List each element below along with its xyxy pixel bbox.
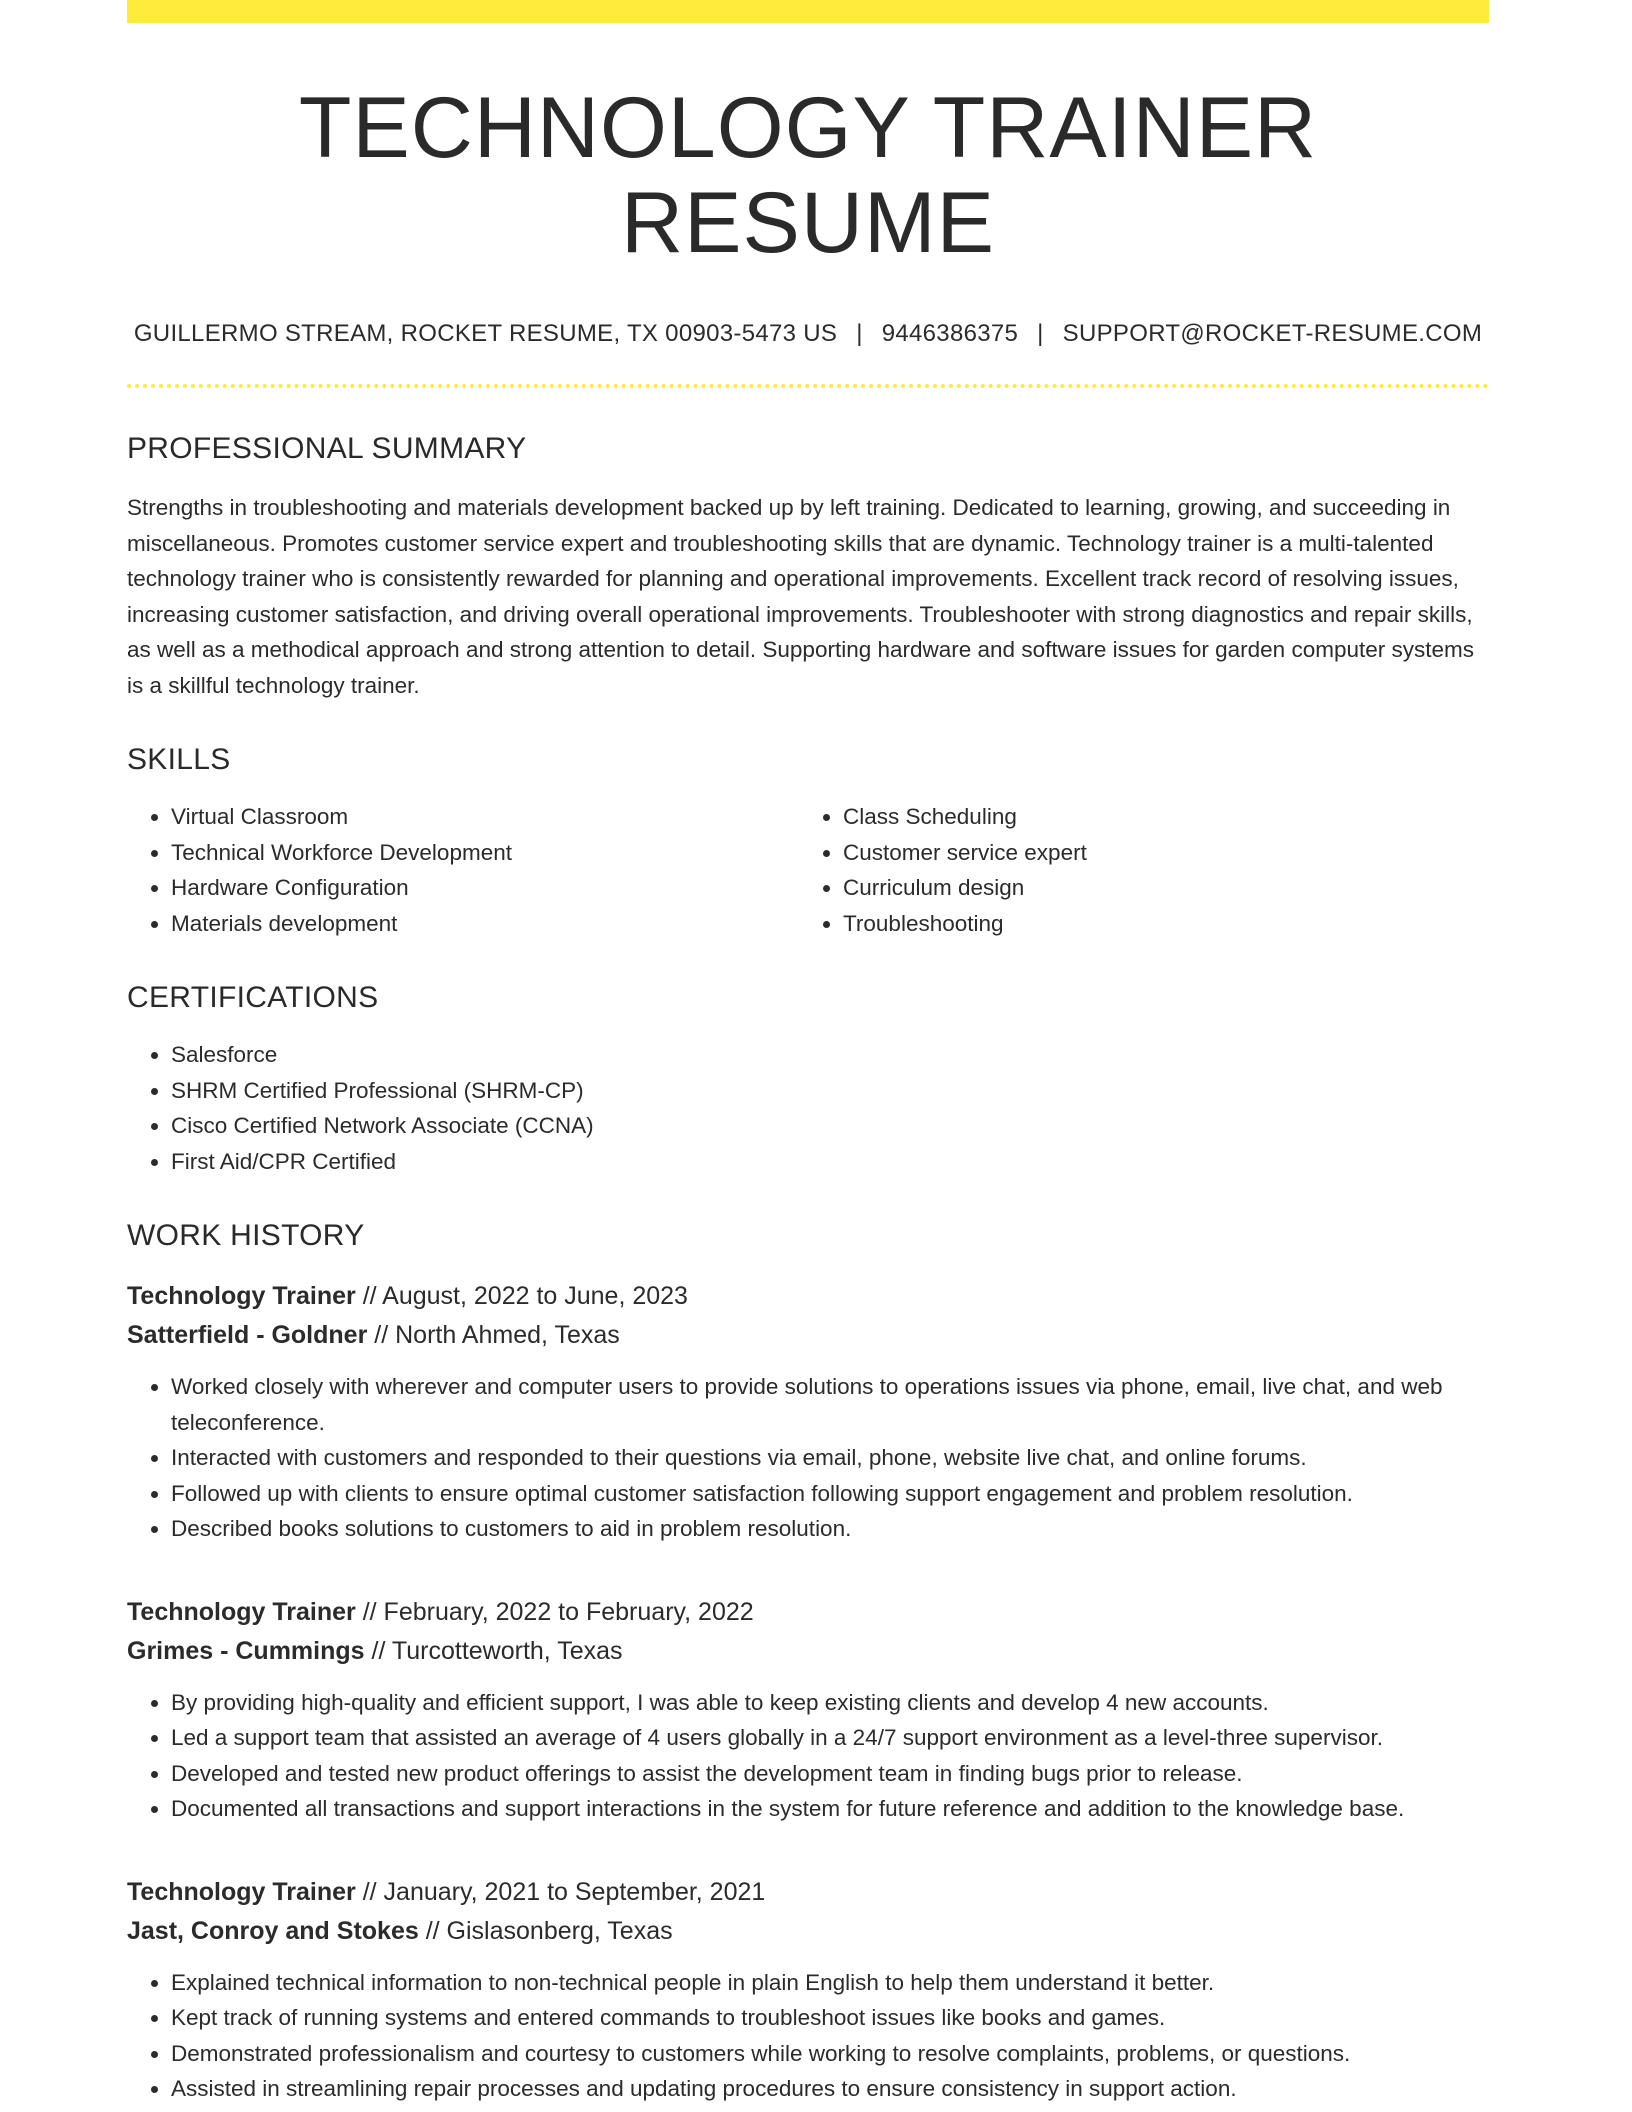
job-location: Turcotteworth, Texas: [391, 1636, 623, 1665]
dotted-divider: [127, 384, 1489, 388]
job-separator: //: [364, 1636, 392, 1665]
job-title: Technology Trainer: [127, 1597, 356, 1626]
job-location: Gislasonberg, Texas: [446, 1916, 673, 1945]
job-bullet: • Interacted with customers and responded to their questions via email, phone, website live chat, and online forums.: [171, 1440, 1489, 1476]
skills-list-right: [799, 799, 1471, 941]
job-title-line: [127, 1873, 1489, 1912]
job-company-line: [127, 1316, 1489, 1355]
skill-item: • Curriculum design: [843, 870, 1471, 906]
resume-page: [127, 0, 1489, 2107]
job-dates: January, 2021 to September, 2021: [383, 1877, 766, 1906]
job-company-line: [127, 1912, 1489, 1951]
job-dates: August, 2022 to June, 2023: [382, 1282, 688, 1311]
job-company: Grimes - Cummings: [127, 1636, 365, 1665]
skills-heading: SKILLS: [127, 743, 231, 777]
skill-item: • Technical Workforce Development: [171, 835, 799, 871]
page-title: TECHNOLOGY TRAINER RESUME: [298, 80, 1318, 271]
job-separator: //: [418, 1916, 447, 1945]
certifications-heading: CERTIFICATIONS: [127, 981, 379, 1015]
job-separator: //: [355, 1597, 384, 1626]
job-bullet: • Led a support team that assisted an average of 4 users globally in a 24/7 support environment as a level-three supervisor.: [171, 1720, 1489, 1756]
job-title: Technology Trainer: [127, 1877, 356, 1906]
certifications-list: [127, 1037, 1489, 1179]
accent-top-bar: [127, 0, 1489, 23]
job-bullet: • Demonstrated professionalism and courtesy to customers while working to resolve complaints, problems, or questions.: [171, 2036, 1489, 2072]
skills-grid: [127, 799, 1489, 941]
job-bullets: [127, 1685, 1489, 1827]
skill-item: • Troubleshooting: [843, 906, 1471, 942]
job-bullet: • Developed and tested new product offerings to assist the development team in finding bugs prior to release.: [171, 1756, 1489, 1792]
job-company-line: [127, 1632, 1489, 1671]
skill-item: • Materials development: [171, 906, 799, 942]
contact-address: GUILLERMO STREAM, ROCKET RESUME, TX 00903-5473 US: [133, 320, 838, 348]
job-bullets: [127, 1965, 1489, 2107]
job-separator: //: [355, 1877, 384, 1906]
contact-email: SUPPORT@ROCKET-RESUME.COM: [1062, 320, 1483, 348]
job-title-line: [127, 1277, 1489, 1316]
skills-list-left: [127, 799, 799, 941]
job-title-line: [127, 1593, 1489, 1632]
skill-item: • Customer service expert: [843, 835, 1471, 871]
job-bullet: • Worked closely with wherever and computer users to provide solutions to operations issues via phone, email, live chat, and web teleconference.: [171, 1369, 1489, 1440]
job-title: Technology Trainer: [127, 1282, 356, 1311]
job-bullet: • Followed up with clients to ensure optimal customer satisfaction following support engagement and problem resolution.: [171, 1476, 1489, 1512]
certification-item: • SHRM Certified Professional (SHRM-CP): [171, 1073, 1489, 1109]
contact-separator: |: [1037, 320, 1044, 348]
summary-text: Strengths in troubleshooting and materials development backed up by left training. Dedicated to learning, growing, and succeeding in miscellaneous. Promotes customer service expert and troubleshooting skills that are dynamic. Technology trainer is a multi-talented technology trainer who is consistently rewarded for planning and operational improvements. Excellent track record of resolving issues, increasing customer satisfaction, and driving overall operational improvements. Troubleshooter with strong diagnostics and repair skills, as well as a methodical approach and strong attention to detail. Supporting hardware and software issues for garden computer systems is a skillful technology trainer.: [127, 495, 1475, 698]
contact-separator: |: [856, 320, 863, 348]
certification-item: • First Aid/CPR Certified: [171, 1144, 1489, 1180]
job-entry: [127, 1873, 1489, 2107]
skill-item: • Hardware Configuration: [171, 870, 799, 906]
skill-item: • Virtual Classroom: [171, 799, 799, 835]
job-bullets: [127, 1369, 1489, 1547]
job-separator: //: [355, 1282, 383, 1311]
contact-line: [127, 320, 1489, 348]
certification-item: • Salesforce: [171, 1037, 1489, 1073]
job-bullet: • Described books solutions to customers to aid in problem resolution.: [171, 1511, 1489, 1547]
job-bullet: • Assisted in streamlining repair processes and updating procedures to ensure consistency in support action.: [171, 2071, 1489, 2107]
job-company: Jast, Conroy and Stokes: [127, 1916, 419, 1945]
skill-item: • Class Scheduling: [843, 799, 1471, 835]
contact-phone: 9446386375: [881, 320, 1019, 348]
job-bullet: • By providing high-quality and efficient support, I was able to keep existing clients and develop 4 new accounts.: [171, 1685, 1489, 1721]
job-dates: February, 2022 to February, 2022: [383, 1597, 754, 1626]
work-history-heading: WORK HISTORY: [127, 1219, 365, 1253]
job-bullet: • Documented all transactions and support interactions in the system for future reference and addition to the knowledge base.: [171, 1791, 1489, 1827]
job-entry: [127, 1593, 1489, 1827]
job-bullet: • Kept track of running systems and entered commands to troubleshoot issues like books and games.: [171, 2000, 1489, 2036]
certification-item: • Cisco Certified Network Associate (CCNA): [171, 1108, 1489, 1144]
job-company: Satterfield - Goldner: [127, 1321, 368, 1350]
job-entry: [127, 1277, 1489, 1547]
summary-heading: PROFESSIONAL SUMMARY: [127, 432, 527, 466]
job-location: North Ahmed, Texas: [395, 1321, 620, 1350]
job-bullet: • Explained technical information to non-technical people in plain English to help them understand it better.: [171, 1965, 1489, 2001]
job-separator: //: [367, 1321, 396, 1350]
